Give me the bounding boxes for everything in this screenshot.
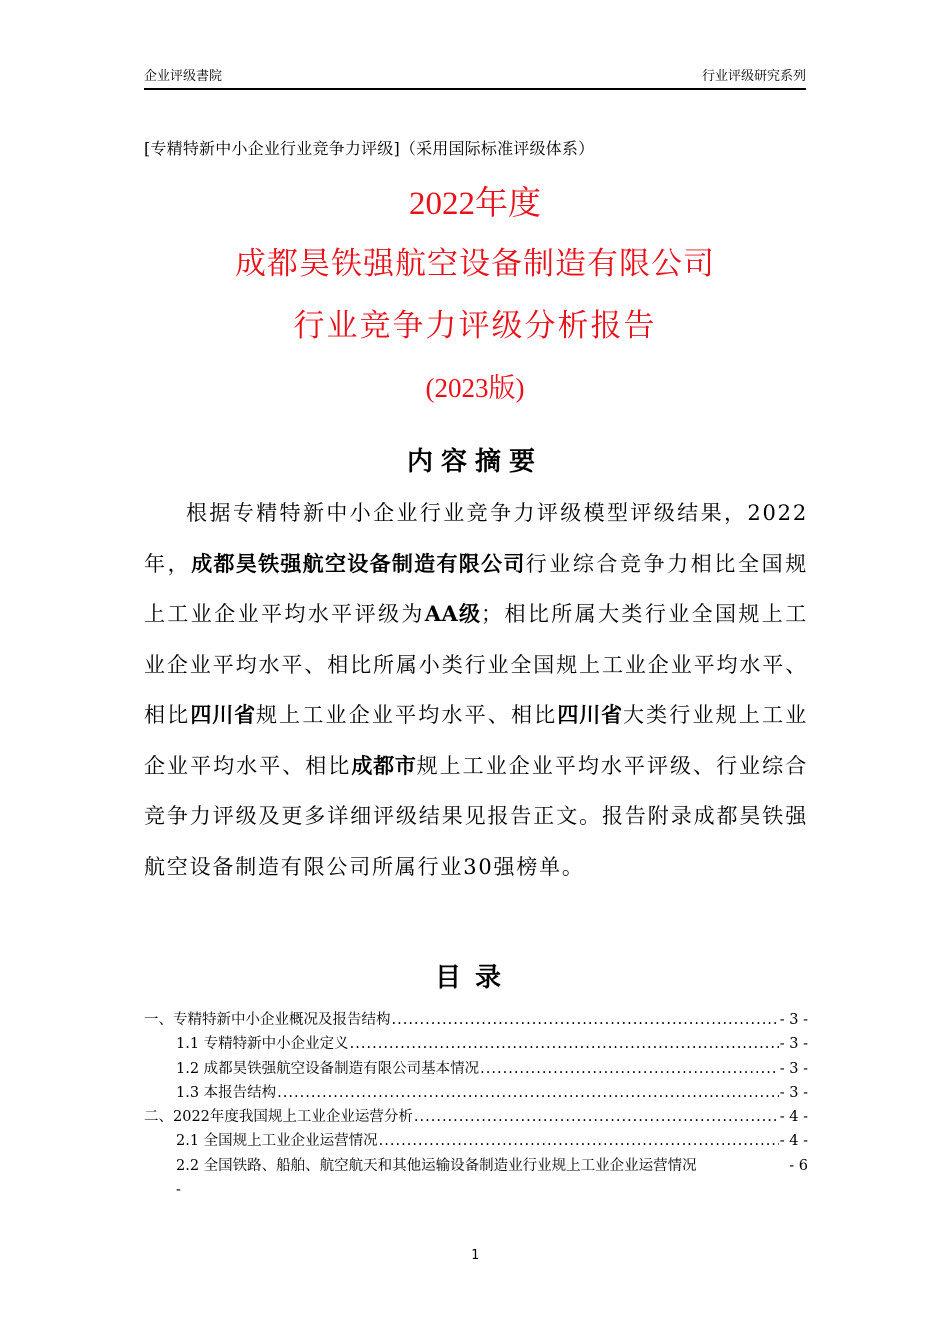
toc-entry-page: - 3 - <box>779 1012 808 1028</box>
abstract-segment: 行业综合竞争力相比全国规上工业企业平均水平评级为 <box>144 551 808 626</box>
toc-entry[interactable] <box>144 1032 808 1056</box>
abstract-segment: 根据专精特新中小企业行业竞争力评级模型评级结果，2022年， <box>144 501 808 576</box>
abstract-rating: AA级 <box>424 601 482 626</box>
page-header <box>144 66 806 90</box>
abstract-province: 四川省 <box>190 702 256 727</box>
toc-entry[interactable] <box>144 1008 808 1032</box>
page-number: 1 <box>471 1248 479 1263</box>
toc-entry[interactable] <box>144 1081 808 1105</box>
toc-leader-dots <box>277 1081 779 1105</box>
toc-entry-label: 1.3 本报告结构 <box>176 1084 277 1101</box>
abstract-segment: 规上工业企业平均水平评级、行业综合竞争力评级及更多详细评级结果见报告正文。报告附录成都昊铁强航空设备制造有限公司所属行业30强榜单。 <box>144 753 808 879</box>
abstract-segment: ；相比所属大类行业全国规上工业企业平均水平、相比所属小类行业全国规上工业企业平均水平、相比 <box>144 602 808 727</box>
toc-entry-label: 1.1 专精特新中小企业定义 <box>176 1036 349 1053</box>
abstract-heading: 内容摘要 <box>406 447 543 477</box>
report-series-label: [专精特新中小企业行业竞争力评级]（采用国际标准评级体系） <box>144 139 595 158</box>
toc-entry[interactable] <box>144 1154 808 1178</box>
toc-leader-dots <box>350 1032 779 1056</box>
toc-entry[interactable] <box>144 1105 808 1129</box>
toc-heading: 目录 <box>434 963 515 993</box>
toc-leader-dots <box>392 1008 779 1032</box>
title-report: 行业竞争力评级分析报告 <box>293 308 657 344</box>
toc-entry[interactable] <box>144 1057 808 1081</box>
abstract-body <box>144 488 808 892</box>
table-of-contents <box>144 1008 808 1202</box>
toc-entry-page: - 6 <box>789 1157 808 1174</box>
toc-entry-label: 2.1 全国规上工业企业运营情况 <box>176 1133 378 1150</box>
toc-leader-dots <box>414 1105 779 1129</box>
header-series: 行业评级研究系列 <box>701 69 806 84</box>
toc-entry-label: 2.2 全国铁路、船舶、航空航天和其他运输设备制造业行业规上工业企业运营情况 <box>176 1157 697 1174</box>
abstract-city: 成都市 <box>351 752 417 778</box>
toc-entry-continuation: - <box>176 1182 181 1199</box>
toc-leader-dots <box>480 1057 779 1081</box>
abstract-company-name: 成都昊铁强航空设备制造有限公司 <box>191 550 526 576</box>
header-publisher: 企业评级書院 <box>144 69 223 84</box>
abstract-segment: 大类行业规上工业企业平均水平、相比 <box>144 703 808 778</box>
toc-entry-label: 一、专精特新中小企业概况及报告结构 <box>144 1012 391 1028</box>
abstract-segment: 规上工业企业平均水平、相比 <box>256 703 558 727</box>
toc-entry-page: - 3 - <box>779 1084 808 1101</box>
toc-entry-page: - 3 - <box>779 1060 808 1077</box>
title-version: (2023版) <box>425 373 525 403</box>
toc-entry-page: - 3 - <box>779 1036 808 1053</box>
title-year: 2022年度 <box>409 186 541 222</box>
toc-entry-page: - 4 - <box>779 1133 808 1150</box>
toc-entry-page: - 4 - <box>779 1109 808 1126</box>
toc-entry[interactable] <box>144 1129 808 1153</box>
toc-leader-dots <box>379 1129 779 1153</box>
toc-entry-label: 二、2022年度我国规上工业企业运营分析 <box>144 1109 413 1126</box>
abstract-province: 四川省 <box>557 702 623 727</box>
toc-entry-label: 1.2 成都昊铁强航空设备制造有限公司基本情况 <box>176 1060 480 1077</box>
title-company: 成都昊铁强航空设备制造有限公司 <box>235 246 715 282</box>
